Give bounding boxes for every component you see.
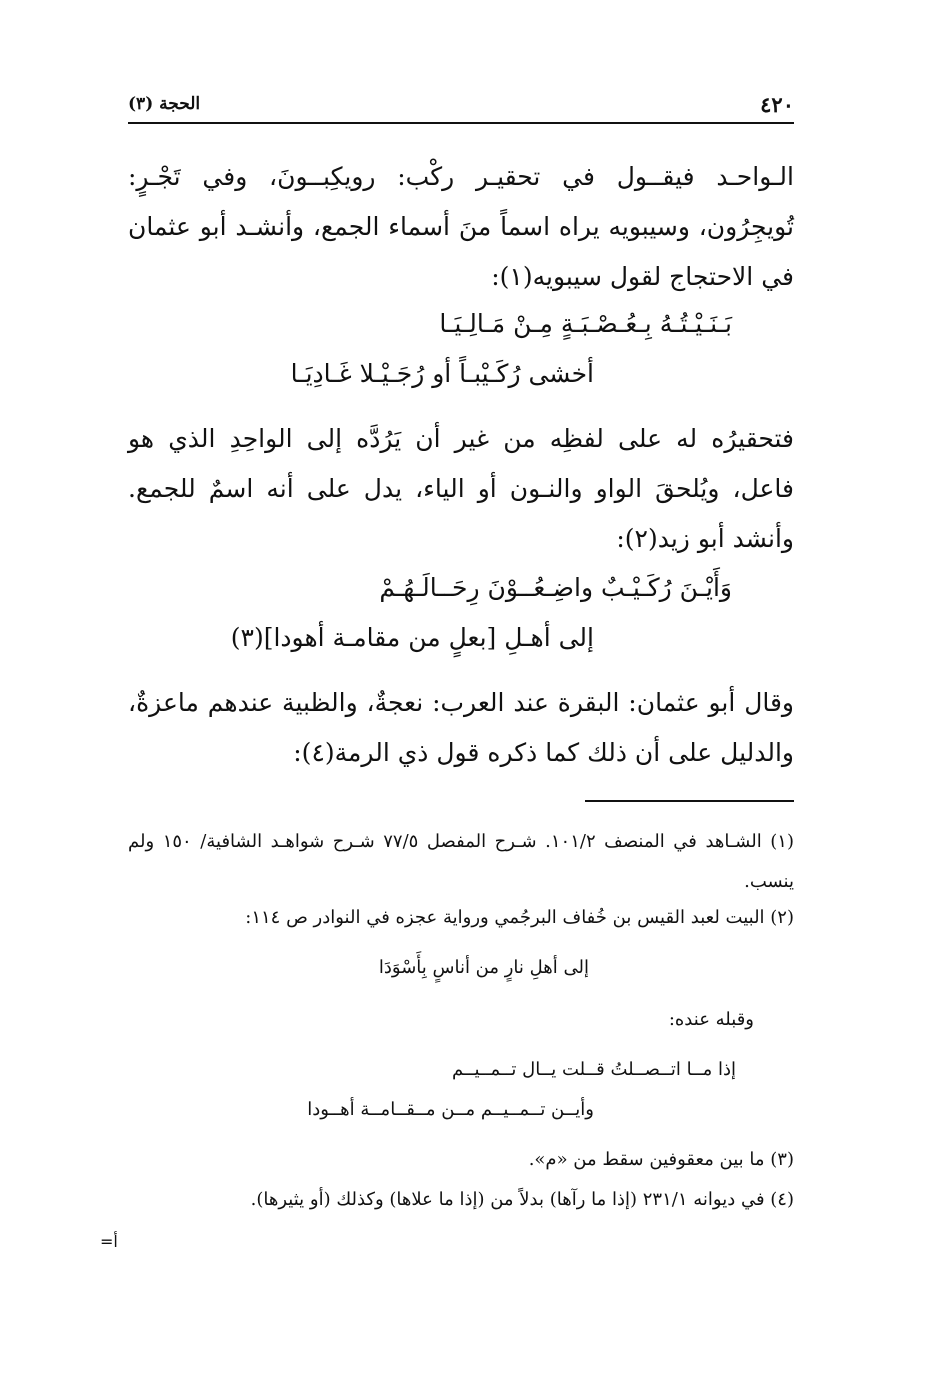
- footnote-4: (٤) في ديوانه ٢٣١/١ (إذا ما رآها) بدلاً من (إذا ما علاها) وكذلك (أو يثيرها).: [250, 1189, 794, 1210]
- footnote-3: (٣) ما بين معقوفين سقط من «م».: [528, 1149, 794, 1170]
- paragraph-2: فتحقيرُه له على لفظِه من غير أن يَرُدَّه إلى الواحِدِ الذي هو فاعل، ويُلحقَ الواو والنـون أو الياء، يدل على أنه اسمٌ للجمع. وأنشد أبو زيد(٢):: [128, 424, 794, 553]
- verse-2-second-hemistich: إلى أهـلِ [بعلٍ من مقامـة أهودا](٣): [230, 623, 594, 652]
- page-number: ٤٢٠: [760, 92, 794, 117]
- running-title: الحجة (٣): [128, 94, 201, 114]
- footnote-2-verse: إلى أهلِ نارٍ من أناسٍ بِأَسْوَدَا: [378, 957, 589, 978]
- verse-1-second-hemistich: أخشى رُكَـيْبـاً أو رُجَـيْـلا غَـادِيَـا: [290, 359, 594, 388]
- footnote-2-verse2-first: إذا مــا اتــصــلتُ قــلت يــال تــمــيــم: [451, 1059, 736, 1080]
- footnote-2-before-label: وقبله عنده:: [668, 1009, 754, 1030]
- verse-1-first-hemistich: بَـنَـيْـتُـهُ بِـعُـصْـبَـةٍ مِـنْ مَـالِـيَـا: [439, 309, 732, 338]
- header-rule: [128, 122, 794, 124]
- paragraph-1: الـواحـد فيقــول في تحقيـر ركْب: رويكِبــونَ، وفي تَجْـرٍ: تُويجِرُون، وسيبويه يراه اسماً منَ أسماء الجمع، وأنشـد أبو عثمان في الاحتجاج لقول سيبويه(١):: [128, 162, 794, 291]
- footnote-2: (٢) البيت لعبد القيس بن خُفاف البرجُمي ورواية عجزه في النوادر ص ١١٤:: [245, 907, 794, 928]
- page-header: [128, 92, 794, 120]
- footnote-1: (١) الشـاهد في المنصف ١٠١/٢. شـرح المفصل ٧٧/٥ شـرح شواهـد الشافية/ ١٥٠ ولم ينسب.: [128, 831, 794, 892]
- verse-2-first-hemistich: وَأَيْـنَ رُكَـيْـبٌ واضِـعُــوْنَ رِحَــالَـهُـمْ: [379, 573, 732, 602]
- footnote-2-verse2-second: وأيــن تــمــيــم مــن مــقــامــة أهــودا: [307, 1099, 594, 1120]
- paragraph-3: وقال أبو عثمان: البقرة عند العرب: نعجةٌ، والظبية عندهم ماعزةٌ، والدليل على أن ذلك كما ذكره قول ذي الرمة(٤):: [128, 688, 794, 767]
- signature-mark: =أ: [100, 1232, 118, 1251]
- footnote-separator: [585, 800, 794, 802]
